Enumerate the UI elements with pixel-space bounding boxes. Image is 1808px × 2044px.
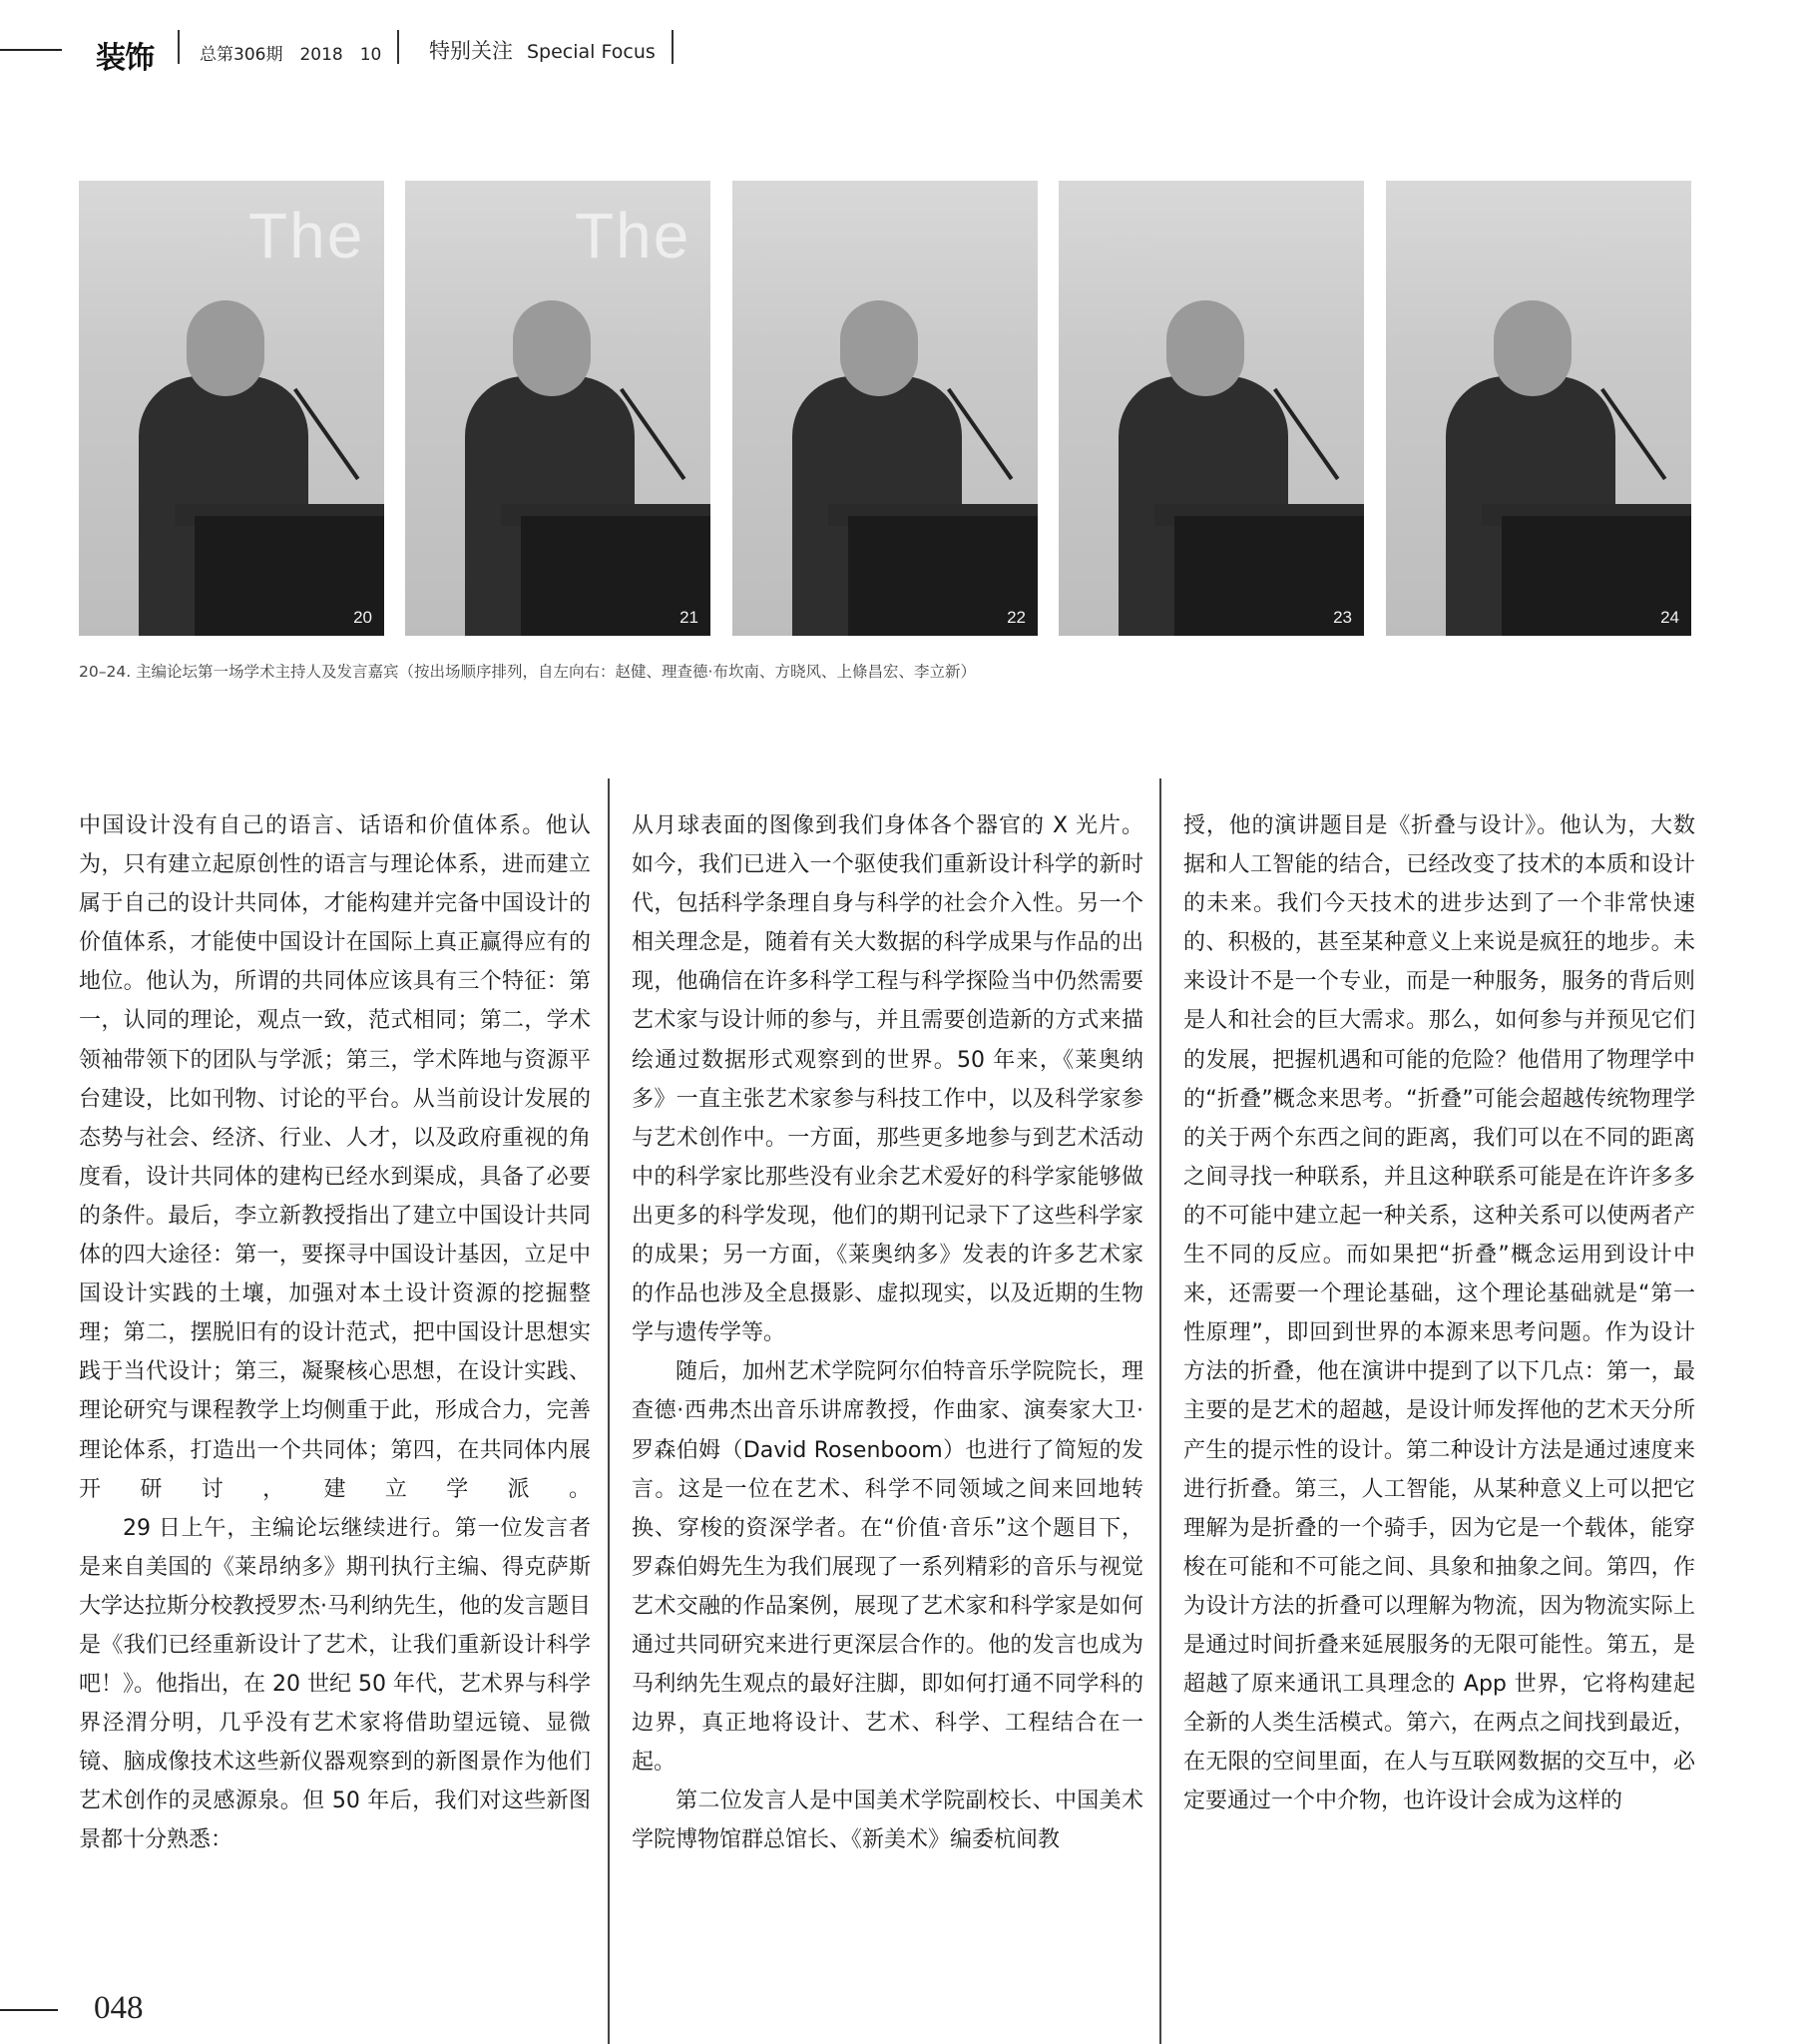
page-number: 048	[94, 1990, 144, 2026]
speaker-photo	[79, 181, 384, 636]
paragraph: 随后，加州艺术学院阿尔伯特音乐学院院长，理查德·西弗杰出音乐讲席教授，作曲家、演奏家大卫·罗森伯姆（David Rosenboom）也进行了简短的发言。这是一位在艺术、科学不同领域之间来回地转换、穿梭的资深学者。在“价值·音乐”这个题目下，罗森伯姆先生为我们展现了一系列精彩的音乐与视觉艺术交融的作品案例，展现了艺术家和科学家是如何通过共同研究来进行更深层合作的。他的发言也成为马利纳先生观点的最好注脚，即如何打通不同学科的边界，真正地将设计、艺术、科学、工程结合在一起。	[632, 1359, 1143, 1776]
paragraph: 29 日上午，主编论坛继续进行。第一位发言者是来自美国的《莱昂纳多》期刊执行主编、得克萨斯大学达拉斯分校教授罗杰·马利纳先生，他的发言题目是《我们已经重新设计了艺术，让我们重新设计科学吧！》。他指出，在 20 世纪 50 年代，艺术界与科学界泾渭分明，几乎没有艺术家将借助望远镜、显微镜、脑成像技术这些新仪器观察到的新图景作为他们艺术创作的灵感源泉。但 50 年后，我们对这些新图景都十分熟悉：	[79, 1515, 591, 1853]
photo-number: 20	[353, 608, 372, 627]
column-divider	[1159, 778, 1161, 2044]
photo-number: 21	[679, 608, 698, 627]
paragraph: 第二位发言人是中国美术学院副校长、中国美术学院博物馆群总馆长、《新美术》编委杭间教	[632, 1788, 1143, 1853]
paragraph: 授，他的演讲题目是《折叠与设计》。他认为，大数据和人工智能的结合，已经改变了技术的本质和设计的未来。我们今天技术的进步达到了一个非常快速的、积极的，甚至某种意义上来说是疯狂的地步。未来设计不是一个专业，而是一种服务，服务的背后则是人和社会的巨大需求。那么，如何参与并预见它们的发展，把握机遇和可能的危险？他借用了物理学中的“折叠”概念来思考。“折叠”可能会超越传统物理学的关于两个东西之间的距离，我们可以在不同的距离之间寻找一种联系，并且这种联系可能是在许许多多的不可能中建立起一种关系，这种关系可以使两者产生不同的反应。而如果把“折叠”概念运用到设计中来，还需要一个理论基础，这个理论基础就是“第一性原理”，即回到世界的本源来思考问题。作为设计方法的折叠，他在演讲中提到了以下几点：第一，最主要的是艺术的超越，是设计师发挥他的艺术天分所产生的提示性的设计。第二种设计方法是通过速度来进行折叠。第三，人工智能，从某种意义上可以把它理解为是折叠的一个骑手，因为它是一个载体，能穿梭在可能和不可能之间、具象和抽象之间。第四，作为设计方法的折叠可以理解为物流，因为物流实际上是通过时间折叠来延展服务的无限可能性。第五，是超越了原来通讯工具理念的 App 世界，它将构建起全新的人类生活模式。第六，在两点之间找到最近，在无限的空间里面，在人与互联网数据的交互中，必定要通过一个中介物，也许设计会成为这样的	[1183, 813, 1695, 1814]
speaker-photo	[1386, 181, 1691, 636]
speaker-photo	[405, 181, 710, 636]
issue-info: 总第306期 2018 10	[200, 45, 382, 65]
photo-strip	[79, 181, 1691, 636]
paragraph: 从月球表面的图像到我们身体各个器官的 X 光片。如今，我们已进入一个驱使我们重新设计科学的新时代，包括科学条理自身与科学的社会介入性。另一个相关理念是，随着有关大数据的科学成果与作品的出现，他确信在许多科学工程与科学探险当中仍然需要艺术家与设计师的参与，并且需要创造新的方式来描绘通过数据形式观察到的世界。50 年来，《莱奥纳多》一直主张艺术家参与科技工作中，以及科学家参与艺术创作中。一方面，那些更多地参与到艺术活动中的科学家比那些没有业余艺术爱好的科学家能够做出更多的科学发现，他们的期刊记录下了这些科学家的成果；另一方面，《莱奥纳多》发表的许多艺术家的作品也涉及全息摄影、虚拟现实，以及近期的生物学与遗传学等。	[632, 813, 1143, 1346]
screen-text: The	[575, 200, 691, 271]
section-title-cn: 特别关注	[429, 39, 513, 63]
magazine-logo: 装饰	[96, 41, 154, 76]
photo-number: 23	[1333, 608, 1352, 627]
speaker-head	[840, 300, 918, 396]
header-divider	[178, 30, 180, 64]
footer-rule	[0, 2009, 58, 2011]
paragraph: 中国设计没有自己的语言、话语和价值体系。他认为，只有建立起原创性的语言与理论体系，进而建立属于自己的设计共同体，才能构建并完备中国设计的价值体系，才能使中国设计在国际上真正赢得应有的地位。他认为，所谓的共同体应该具有三个特征：第一，认同的理论，观点一致，范式相同；第二，学术领袖带领下的团队与学派；第三，学术阵地与资源平台建设，比如刊物、讨论的平台。从当前设计发展的态势与社会、经济、行业、人才，以及政府重视的角度看，设计共同体的建构已经水到渠成，具备了必要的条件。最后，李立新教授指出了建立中国设计共同体的四大途径：第一，要探寻中国设计基因，立足中国设计实践的土壤，加强对本土设计资源的挖掘整理；第二，摆脱旧有的设计范式，把中国设计思想实践于当代设计；第三，凝聚核心思想，在设计实践、理论研究与课程教学上均侧重于此，形成合力，完善理论体系，打造出一个共同体；第四，在共同体内展开研讨，建立学派。	[79, 813, 591, 1502]
section-title	[429, 35, 656, 65]
speaker-head	[513, 300, 591, 396]
photo-number: 22	[1007, 608, 1026, 627]
text-column-1	[79, 806, 591, 1860]
header-rule	[0, 49, 62, 51]
photo-number: 24	[1660, 608, 1679, 627]
column-divider	[608, 778, 610, 2044]
speaker-head	[1166, 300, 1244, 396]
speaker-photo	[732, 181, 1038, 636]
speaker-head	[1494, 300, 1572, 396]
header-divider	[397, 30, 399, 64]
text-column-3	[1183, 806, 1695, 1820]
speaker-head	[187, 300, 264, 396]
section-title-en: Special Focus	[527, 41, 656, 63]
screen-text: The	[248, 200, 365, 271]
header-divider	[672, 30, 674, 64]
photo-caption: 20–24. 主编论坛第一场学术主持人及发言嘉宾（按出场顺序排列，自左向右：赵健、理查德·布坎南、方晓风、上條昌宏、李立新）	[79, 663, 976, 681]
text-column-2	[632, 806, 1143, 1860]
speaker-photo	[1059, 181, 1364, 636]
